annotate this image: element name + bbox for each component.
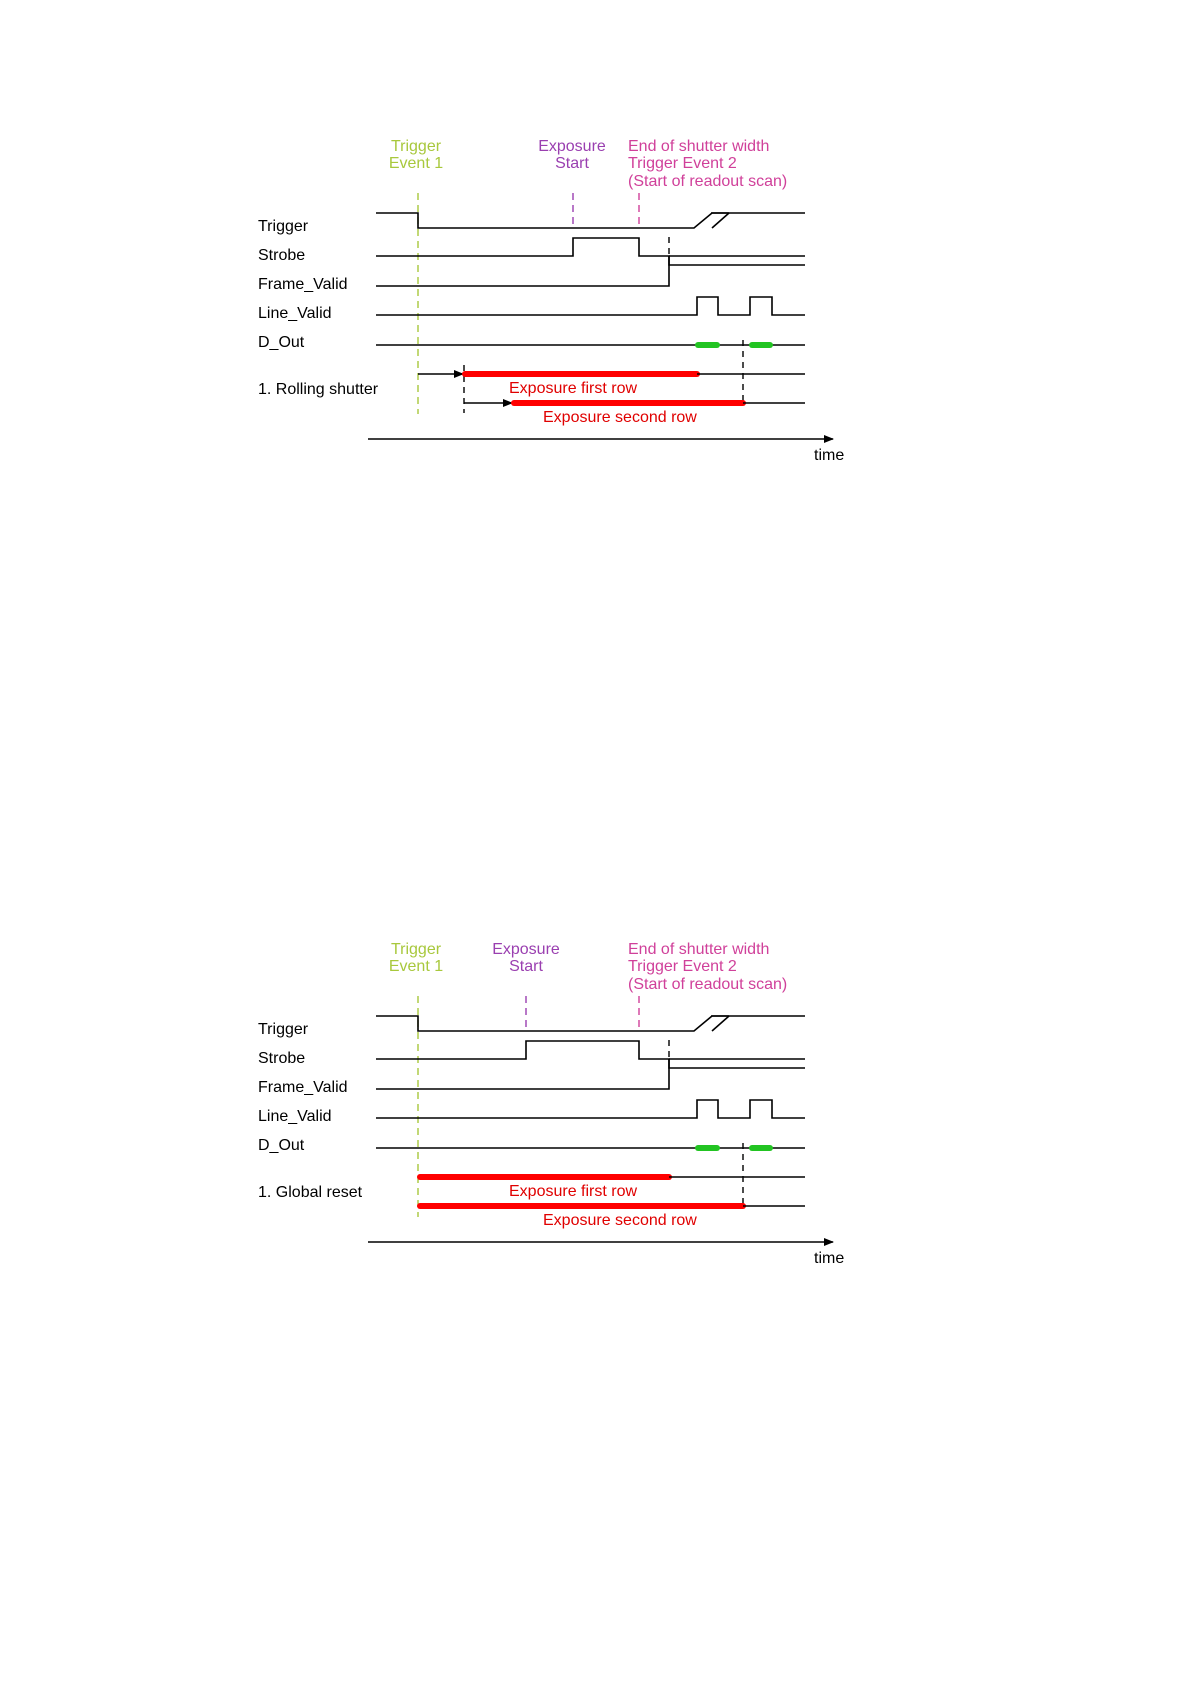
mode-label: 1. Global reset: [258, 1184, 363, 1201]
trigger-event-marker-label-line1: Trigger: [390, 941, 442, 958]
end-shutter-marker-label-line1: End of shutter width: [628, 138, 770, 155]
exposure-second-row-label: Exposure second row: [543, 1212, 697, 1229]
trigger-event-marker-label-line1: Trigger: [390, 138, 442, 155]
signal-label-line-valid: Line_Valid: [258, 1108, 332, 1125]
time-axis-label: time: [814, 447, 845, 464]
end-shutter-marker-label-line3: (Start of readout scan): [628, 976, 788, 993]
mode-label: 1. Rolling shutter: [258, 381, 379, 398]
signal-label-frame-valid: Frame_Valid: [258, 276, 348, 293]
trigger-transition-slope: [712, 1016, 729, 1031]
rolling-shutter-diagram: [258, 138, 844, 464]
exposure-start-marker-label-line2: Start: [509, 958, 543, 975]
strobe-waveform: [376, 238, 805, 265]
signal-label-d-out: D_Out: [258, 1137, 305, 1154]
signal-label-trigger: Trigger: [258, 1021, 309, 1038]
time-axis-label: time: [814, 1250, 845, 1267]
end-shutter-marker-label-line3: (Start of readout scan): [628, 173, 788, 190]
end-shutter-marker-label-line2: Trigger Event 2: [628, 958, 737, 975]
exposure-start-marker-label-line1: Exposure: [538, 138, 606, 155]
exposure-second-row-label: Exposure second row: [543, 409, 697, 426]
line-valid-waveform: [376, 297, 805, 315]
signal-label-strobe: Strobe: [258, 247, 306, 264]
trigger-waveform: [376, 1016, 805, 1031]
end-shutter-marker-label-line1: End of shutter width: [628, 941, 770, 958]
frame-valid-waveform: [376, 256, 669, 286]
trigger-event-marker-label-line2: Event 1: [388, 958, 444, 975]
trigger-waveform: [376, 213, 805, 228]
signal-label-trigger: Trigger: [258, 218, 309, 235]
end-shutter-marker-label-line2: Trigger Event 2: [628, 155, 737, 172]
global-reset-diagram: [258, 941, 844, 1267]
exposure-start-marker-label-line2: Start: [555, 155, 589, 172]
exposure-first-row-label: Exposure first row: [509, 1183, 638, 1200]
trigger-transition-slope: [712, 213, 729, 228]
strobe-waveform: [376, 1041, 805, 1068]
exposure-start-marker-label-line1: Exposure: [492, 941, 560, 958]
signal-label-d-out: D_Out: [258, 334, 305, 351]
frame-valid-waveform: [376, 1059, 669, 1089]
signal-label-strobe: Strobe: [258, 1050, 306, 1067]
signal-label-line-valid: Line_Valid: [258, 305, 332, 322]
signal-label-frame-valid: Frame_Valid: [258, 1079, 348, 1096]
trigger-event-marker-label-line2: Event 1: [388, 155, 444, 172]
line-valid-waveform: [376, 1100, 805, 1118]
exposure-first-row-label: Exposure first row: [509, 380, 638, 397]
